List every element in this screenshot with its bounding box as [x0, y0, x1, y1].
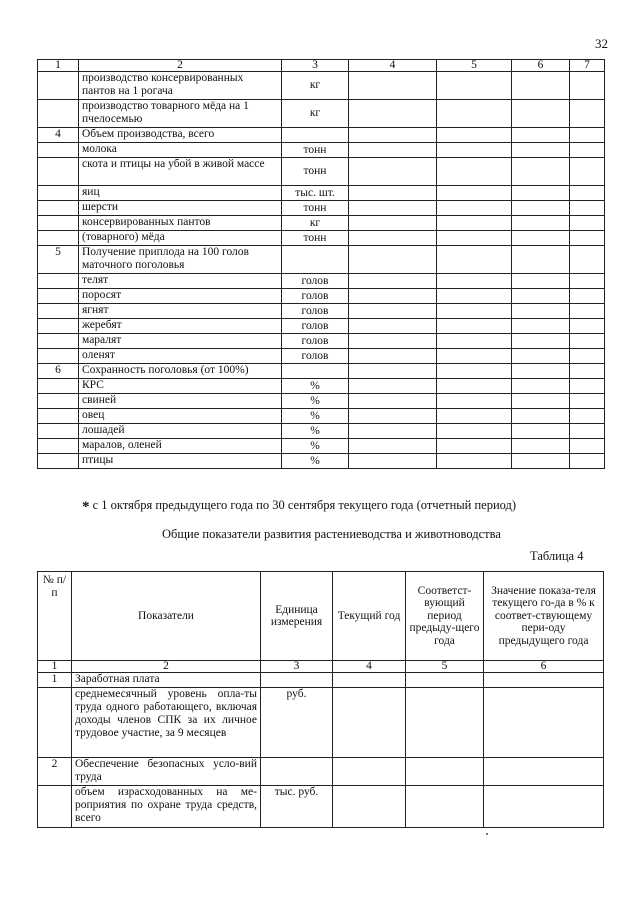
footnote-star: *: [82, 499, 90, 515]
value-cell: [512, 186, 570, 201]
value-cell: [349, 454, 437, 469]
row-number: 5: [38, 246, 79, 274]
value-cell: [333, 673, 406, 688]
row-unit: кг: [282, 216, 349, 231]
value-cell: [406, 673, 484, 688]
row-number: [38, 201, 79, 216]
table-row: [38, 128, 605, 143]
row-unit: голов: [282, 289, 349, 304]
value-cell: [512, 334, 570, 349]
table-row: [38, 143, 605, 158]
value-cell: [406, 758, 484, 786]
value-cell: [437, 439, 512, 454]
value-cell: [349, 379, 437, 394]
table-row: [38, 72, 605, 100]
row-indicator: Обеспечение безопасных усло-вий труда: [72, 758, 261, 786]
table-row: [38, 158, 605, 186]
value-cell: [349, 349, 437, 364]
row-number: [38, 424, 79, 439]
value-cell: [570, 216, 605, 231]
value-cell: [512, 454, 570, 469]
row-number: [38, 143, 79, 158]
value-cell: [349, 334, 437, 349]
value-cell: [437, 201, 512, 216]
value-cell: [512, 201, 570, 216]
header-current-year: Текущий год: [333, 572, 406, 661]
value-cell: [437, 334, 512, 349]
row-indicator: молока: [79, 143, 282, 158]
row-number: [38, 334, 79, 349]
header-indicator: Показатели: [72, 572, 261, 661]
row-indicator: лошадей: [79, 424, 282, 439]
value-cell: [570, 143, 605, 158]
value-cell: [512, 304, 570, 319]
value-cell: [437, 100, 512, 128]
value-cell: [512, 364, 570, 379]
header-unit: Единица измерения: [261, 572, 333, 661]
row-number: 4: [38, 128, 79, 143]
row-indicator: Получение приплода на 100 голов маточного поголовья: [79, 246, 282, 274]
header-previous-period: Соответст-вующий период предыду-щего года: [406, 572, 484, 661]
value-cell: [570, 409, 605, 424]
value-cell: [349, 143, 437, 158]
row-number: [38, 304, 79, 319]
row-unit: голов: [282, 274, 349, 289]
section-title: Общие показатели развития растениеводства и животноводства: [162, 527, 501, 541]
row-number: [38, 186, 79, 201]
value-cell: [437, 454, 512, 469]
page-number: 32: [595, 36, 608, 51]
row-indicator: маралов, оленей: [79, 439, 282, 454]
value-cell: [349, 304, 437, 319]
row-number: [38, 72, 79, 100]
livestock-indicators-table: [37, 59, 605, 469]
row-number: [38, 231, 79, 246]
row-unit: %: [282, 424, 349, 439]
row-number: [38, 409, 79, 424]
column-number: 2: [72, 661, 261, 673]
value-cell: [437, 319, 512, 334]
value-cell: [406, 688, 484, 758]
row-indicator: жеребят: [79, 319, 282, 334]
row-number: [38, 289, 79, 304]
value-cell: [512, 379, 570, 394]
value-cell: [484, 758, 604, 786]
table-row: [38, 246, 605, 274]
row-indicator: (товарного) мёда: [79, 231, 282, 246]
value-cell: [512, 409, 570, 424]
row-indicator: производство товарного мёда на 1 пчелосемью: [79, 100, 282, 128]
row-unit: кг: [282, 100, 349, 128]
value-cell: [512, 274, 570, 289]
value-cell: [349, 158, 437, 186]
row-number: [38, 786, 72, 828]
value-cell: [570, 201, 605, 216]
value-cell: [512, 231, 570, 246]
value-cell: [333, 758, 406, 786]
value-cell: [349, 289, 437, 304]
value-cell: [349, 274, 437, 289]
value-cell: [437, 143, 512, 158]
column-number: 4: [349, 60, 437, 72]
column-number: 5: [437, 60, 512, 72]
table-label: Таблица 4: [530, 549, 584, 563]
row-number: [38, 158, 79, 186]
table1-column-numbers: [38, 60, 605, 72]
row-indicator: Заработная плата: [72, 673, 261, 688]
row-indicator: свиней: [79, 394, 282, 409]
row-unit: кг: [282, 72, 349, 100]
value-cell: [570, 364, 605, 379]
row-indicator: ягнят: [79, 304, 282, 319]
column-number: 7: [570, 60, 605, 72]
value-cell: [437, 231, 512, 246]
value-cell: [333, 688, 406, 758]
row-indicator: производство консервированных пантов на 1 рогача: [79, 72, 282, 100]
row-unit: [282, 128, 349, 143]
general-indicators-table: [37, 571, 604, 828]
table1-body: [38, 60, 605, 469]
row-indicator: овец: [79, 409, 282, 424]
value-cell: [437, 246, 512, 274]
row-indicator: оленят: [79, 349, 282, 364]
value-cell: [484, 673, 604, 688]
value-cell: [406, 786, 484, 828]
value-cell: [570, 186, 605, 201]
value-cell: [570, 304, 605, 319]
table-row: [38, 424, 605, 439]
row-number: [38, 319, 79, 334]
table-row: [38, 231, 605, 246]
value-cell: [512, 289, 570, 304]
table-row: [38, 673, 604, 688]
column-number: 6: [512, 60, 570, 72]
value-cell: [349, 394, 437, 409]
row-unit: %: [282, 439, 349, 454]
row-unit: [261, 758, 333, 786]
row-unit: тыс. руб.: [261, 786, 333, 828]
table-row: [38, 758, 604, 786]
row-indicator: телят: [79, 274, 282, 289]
value-cell: [570, 72, 605, 100]
row-number: [38, 379, 79, 394]
value-cell: [437, 424, 512, 439]
value-cell: [437, 394, 512, 409]
table-row: [38, 289, 605, 304]
table-row: [38, 454, 605, 469]
row-unit: голов: [282, 349, 349, 364]
value-cell: [349, 72, 437, 100]
table-row: [38, 364, 605, 379]
row-unit: [282, 364, 349, 379]
value-cell: [512, 100, 570, 128]
column-number: 2: [79, 60, 282, 72]
value-cell: [349, 186, 437, 201]
header-num: № п/п: [38, 572, 72, 661]
value-cell: [512, 349, 570, 364]
column-number: 5: [406, 661, 484, 673]
value-cell: [437, 72, 512, 100]
value-cell: [349, 128, 437, 143]
row-unit: тонн: [282, 231, 349, 246]
row-indicator: скота и птицы на убой в живой массе: [79, 158, 282, 186]
row-unit: %: [282, 394, 349, 409]
table-row: [38, 409, 605, 424]
table-row: [38, 304, 605, 319]
row-number: [38, 454, 79, 469]
row-number: [38, 100, 79, 128]
column-number: 1: [38, 661, 72, 673]
table4-header-row: [38, 572, 604, 661]
column-number: 6: [484, 661, 604, 673]
row-number: [38, 349, 79, 364]
row-indicator: маралят: [79, 334, 282, 349]
row-number: [38, 274, 79, 289]
value-cell: [512, 72, 570, 100]
value-cell: [349, 364, 437, 379]
value-cell: [484, 786, 604, 828]
value-cell: [570, 246, 605, 274]
row-number: [38, 394, 79, 409]
column-number: 1: [38, 60, 79, 72]
row-indicator: среднемесячный уровень опла-ты труда одного работающего, включая доходы членов СПК за их личное трудовое участие, за 9 месяцев: [72, 688, 261, 758]
value-cell: [349, 409, 437, 424]
table-row: [38, 274, 605, 289]
table-row: [38, 216, 605, 231]
value-cell: [349, 439, 437, 454]
value-cell: [570, 334, 605, 349]
row-unit: тыс. шт.: [282, 186, 349, 201]
row-number: [38, 439, 79, 454]
row-unit: %: [282, 409, 349, 424]
value-cell: [512, 319, 570, 334]
row-indicator: шерсти: [79, 201, 282, 216]
value-cell: [484, 688, 604, 758]
row-indicator: КРС: [79, 379, 282, 394]
value-cell: [570, 274, 605, 289]
value-cell: [349, 246, 437, 274]
row-unit: руб.: [261, 688, 333, 758]
value-cell: [333, 786, 406, 828]
value-cell: [570, 394, 605, 409]
table-row: [38, 439, 605, 454]
value-cell: [437, 216, 512, 231]
value-cell: [512, 439, 570, 454]
value-cell: [437, 186, 512, 201]
row-unit: голов: [282, 334, 349, 349]
row-unit: %: [282, 454, 349, 469]
table-row: [38, 379, 605, 394]
row-indicator: объем израсходованных на ме-роприятия по охране труда средств, всего: [72, 786, 261, 828]
row-unit: тонн: [282, 158, 349, 186]
value-cell: [437, 128, 512, 143]
value-cell: [349, 100, 437, 128]
row-unit: [282, 246, 349, 274]
value-cell: [512, 246, 570, 274]
table-row: [38, 201, 605, 216]
value-cell: [570, 100, 605, 128]
value-cell: [512, 216, 570, 231]
value-cell: [349, 319, 437, 334]
row-indicator: птицы: [79, 454, 282, 469]
value-cell: [437, 379, 512, 394]
value-cell: [570, 128, 605, 143]
value-cell: [437, 349, 512, 364]
footnote-text: с 1 октября предыдущего года по 30 сентября текущего года (отчетный период): [92, 498, 517, 512]
value-cell: [512, 143, 570, 158]
value-cell: [570, 379, 605, 394]
value-cell: [570, 319, 605, 334]
value-cell: [349, 424, 437, 439]
value-cell: [437, 158, 512, 186]
value-cell: [437, 409, 512, 424]
row-number: 6: [38, 364, 79, 379]
row-number: 1: [38, 673, 72, 688]
column-number: 3: [261, 661, 333, 673]
row-indicator: яиц: [79, 186, 282, 201]
table4-column-numbers: [38, 661, 604, 673]
value-cell: [570, 289, 605, 304]
row-indicator: Объем производства, всего: [79, 128, 282, 143]
row-unit: тонн: [282, 201, 349, 216]
row-indicator: консервированных пантов: [79, 216, 282, 231]
header-percent: Значение показа-теля текущего го-да в % к соответ-ствующему пери-оду предыдущего года: [484, 572, 604, 661]
column-number: 4: [333, 661, 406, 673]
table-row: [38, 786, 604, 828]
column-number: 3: [282, 60, 349, 72]
row-indicator: поросят: [79, 289, 282, 304]
table-row: [38, 319, 605, 334]
value-cell: [349, 231, 437, 246]
row-unit: [261, 673, 333, 688]
value-cell: [349, 216, 437, 231]
row-unit: голов: [282, 304, 349, 319]
value-cell: [570, 454, 605, 469]
value-cell: [349, 201, 437, 216]
table-row: [38, 394, 605, 409]
table-row: [38, 100, 605, 128]
footnote: [82, 498, 516, 516]
value-cell: [437, 289, 512, 304]
value-cell: [512, 128, 570, 143]
value-cell: [570, 231, 605, 246]
value-cell: [570, 349, 605, 364]
value-cell: [512, 158, 570, 186]
value-cell: [512, 394, 570, 409]
row-number: [38, 216, 79, 231]
value-cell: [570, 158, 605, 186]
table4-body: [38, 572, 604, 828]
value-cell: [437, 364, 512, 379]
table-row: [38, 186, 605, 201]
value-cell: [437, 274, 512, 289]
row-number: 2: [38, 758, 72, 786]
table-row: [38, 334, 605, 349]
value-cell: [512, 424, 570, 439]
value-cell: [570, 424, 605, 439]
scan-speck: [486, 833, 488, 835]
table-row: [38, 349, 605, 364]
row-unit: голов: [282, 319, 349, 334]
row-unit: %: [282, 379, 349, 394]
value-cell: [437, 304, 512, 319]
table-row: [38, 688, 604, 758]
value-cell: [570, 439, 605, 454]
row-unit: тонн: [282, 143, 349, 158]
row-indicator: Сохранность поголовья (от 100%): [79, 364, 282, 379]
row-number: [38, 688, 72, 758]
